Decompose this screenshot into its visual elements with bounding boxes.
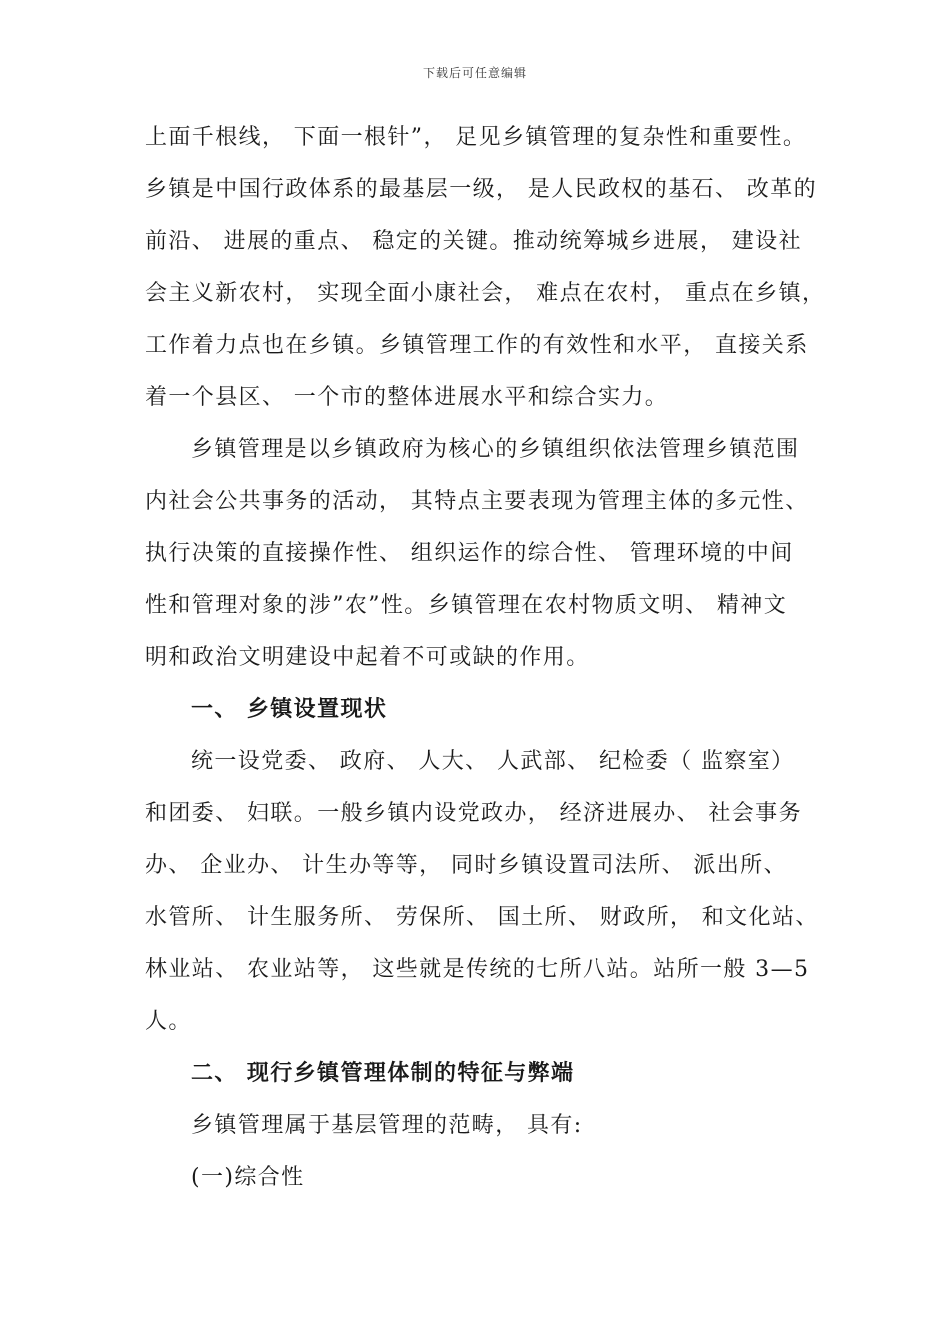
- subsection-heading: (一)综合性: [191, 1165, 305, 1190]
- text-line: 和团委、 妇联。一般乡镇内设党政办， 经济进展办、 社会事务: [145, 801, 802, 826]
- text-line: 林业站、 农业站等， 这些就是传统的七所八站。站所一般 3—5: [145, 957, 810, 982]
- text-line: 会主义新农村， 实现全面小康社会， 难点在农村， 重点在乡镇，: [145, 281, 826, 306]
- document-body: [145, 112, 825, 1204]
- section-heading-1: 一、 乡镇设置现状: [191, 697, 388, 722]
- text-line: 统一设党委、 政府、 人大、 人武部、 纪检委（ 监察室）: [191, 749, 795, 774]
- page-header: 下载后可任意编辑: [422, 66, 527, 80]
- text-line: 办、 企业办、 计生办等等， 同时乡镇设置司法所、 派出所、: [145, 853, 787, 878]
- text-line: 工作着力点也在乡镇。乡镇管理工作的有效性和水平， 直接关系: [145, 333, 809, 358]
- paragraph-2: [145, 424, 825, 684]
- text-line: 前沿、 进展的重点、 稳定的关键。推动统筹城乡进展， 建设社: [145, 229, 802, 254]
- paragraph-1: [145, 112, 825, 424]
- text-line: 乡镇是中国行政体系的最基层一级， 是人民政权的基石、 改革的: [145, 177, 817, 202]
- paragraph-4: 乡镇管理属于基层管理的范畴， 具有:: [191, 1113, 583, 1138]
- text-line: 上面千根线， 下面一根针”， 足见乡镇管理的复杂性和重要性。: [145, 125, 807, 150]
- text-line: 内社会公共事务的活动， 其特点主要表现为管理主体的多元性、: [145, 489, 809, 514]
- text-line: 明和政治文明建设中起着不可或缺的作用。: [145, 645, 590, 670]
- text-line: 性和管理对象的涉”农”性。乡镇管理在农村物质文明、 精神文: [145, 593, 788, 618]
- text-line: 执行决策的直接操作性、 组织运作的综合性、 管理环境的中间: [145, 541, 794, 566]
- text-line: 人。: [145, 1009, 192, 1034]
- text-line: 着一个县区、 一个市的整体进展水平和综合实力。: [145, 385, 669, 410]
- paragraph-3: [145, 736, 825, 1048]
- section-heading-2: 二、 现行乡镇管理体制的特征与弊端: [191, 1061, 575, 1086]
- text-line: 水管所、 计生服务所、 劳保所、 国土所、 财政所， 和文化站、: [145, 905, 819, 930]
- text-line: 乡镇管理是以乡镇政府为核心的乡镇组织依法管理乡镇范围: [191, 437, 800, 462]
